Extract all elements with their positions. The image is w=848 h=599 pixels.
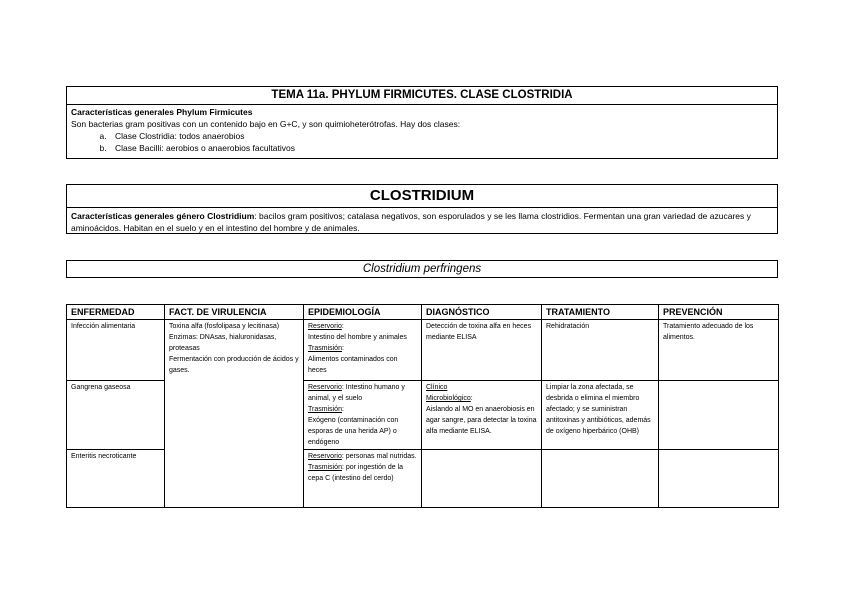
header-factores: FACT. DE VIRULENCIA — [165, 305, 304, 320]
reservorio-text: : Intestino humano y animal, y el suelo — [308, 384, 405, 402]
trasmision-label: Trasmisión — [308, 345, 342, 352]
phylum-description — [67, 105, 777, 154]
trasmision-text: Exógeno (contaminación con esporas de una herida AP) o endógeno — [308, 417, 399, 446]
header-enfermedad: ENFERMEDAD — [67, 305, 165, 320]
trasmision-text: : por ingestión de la cepa C (intestino del cerdo) — [308, 464, 404, 482]
cell-prevencion — [659, 450, 779, 508]
factor-item: Fermentación con producción de ácidos y gases. — [169, 356, 299, 374]
clostridium-title: CLOSTRIDIUM — [67, 185, 777, 208]
cell-enfermedad: Enteritis necroticante — [67, 450, 165, 508]
class-list — [71, 130, 773, 154]
trasmision-label: Trasmisión — [308, 464, 342, 471]
cell-epidemiologia: Reservorio: Intestino humano y animal, y el suelo Trasmisión: Exógeno (contaminación con esporas de una herida AP) o endógeno — [304, 381, 422, 450]
cell-epidemiologia — [304, 450, 422, 508]
reservorio-text: : personas mal nutridas. — [341, 453, 417, 460]
table-header-row — [67, 305, 779, 320]
phylum-text: Son bacterias gram positivas con un contenido bajo en G+C, y son quimioheterótrofas. Hay dos clases: — [71, 119, 461, 129]
cell-diagnostico — [422, 450, 542, 508]
factor-item: Toxina alfa (fosfolipasa y lecitinasa) — [169, 323, 280, 330]
phylum-subtitle: Características generales Phylum Firmicutes — [71, 107, 253, 117]
diagnostico-clinico: Clínico — [426, 384, 448, 391]
cell-prevencion — [659, 381, 779, 450]
section-phylum-firmicutes — [66, 86, 778, 159]
tema-title: TEMA 11a. PHYLUM FIRMICUTES. CLASE CLOSTRIDIA — [67, 87, 777, 105]
header-prevencion: PREVENCIÓN — [659, 305, 779, 320]
section-clostridium — [66, 184, 778, 234]
trasmision-label: Trasmisión — [308, 406, 342, 413]
cell-tratamiento: Limpiar la zona afectada, se desbrida o elimina el miembro afectado; y se suministran antitoxinas y antibióticos, además de oxígeno hiperbárico (OHB) — [542, 381, 659, 450]
cell-diagnostico: Clínico Microbiológico: Aislando al MO en anaerobiosis en agar sangre, para detectar la toxina alfa mediante ELISA. — [422, 381, 542, 450]
table-row — [67, 320, 779, 381]
list-item: a. Clase Clostridia: todos anaerobios — [109, 130, 773, 142]
reservorio-label: Reservorio — [308, 453, 342, 460]
clostridium-text: : bacilos gram positivos; catalasa negativos, son esporulados y se les llama clostridios. Fermentan una gran variedad de azucares y aminoácidos. Habitan en el suelo y en el intestino del hombre y de animales. — [71, 211, 751, 233]
perfringens-title: Clostridium perfringens — [66, 260, 778, 278]
header-diagnostico: DIAGNÓSTICO — [422, 305, 542, 320]
list-item: b. Clase Bacilli: aerobios o anaerobios facultativos — [109, 142, 773, 154]
cell-epidemiologia: Reservorio: Intestino del hombre y animales Trasmisión: Alimentos contaminados con heces — [304, 320, 422, 381]
diagnostico-micro-label: Microbiológico — [426, 395, 471, 402]
perfringens-table — [66, 304, 779, 508]
clostridium-bold-lead: Características generales género Clostridium — [71, 211, 255, 221]
trasmision-text: Alimentos contaminados con heces — [308, 356, 398, 374]
cell-enfermedad: Gangrena gaseosa — [67, 381, 165, 450]
cell-factores — [165, 320, 304, 508]
cell-enfermedad: Infección alimentaria — [67, 320, 165, 381]
cell-diagnostico: Detección de toxina alfa en heces mediante ELISA — [422, 320, 542, 381]
header-epidemiologia: EPIDEMIOLOGÍA — [304, 305, 422, 320]
factor-item: Enzimas: DNAsas, hialuronidasas, proteasas — [169, 334, 277, 352]
clostridium-description — [67, 208, 777, 234]
cell-tratamiento — [542, 450, 659, 508]
reservorio-label: Reservorio — [308, 384, 342, 391]
diagnostico-text: Aislando al MO en anaerobiosis en agar sangre, para detectar la toxina alfa mediante ELISA. — [426, 406, 537, 435]
cell-prevencion: Tratamiento adecuado de los alimentos. — [659, 320, 779, 381]
cell-tratamiento: Rehidratación — [542, 320, 659, 381]
reservorio-text: Intestino del hombre y animales — [308, 334, 407, 341]
reservorio-label: Reservorio — [308, 323, 342, 330]
header-tratamiento: TRATAMIENTO — [542, 305, 659, 320]
